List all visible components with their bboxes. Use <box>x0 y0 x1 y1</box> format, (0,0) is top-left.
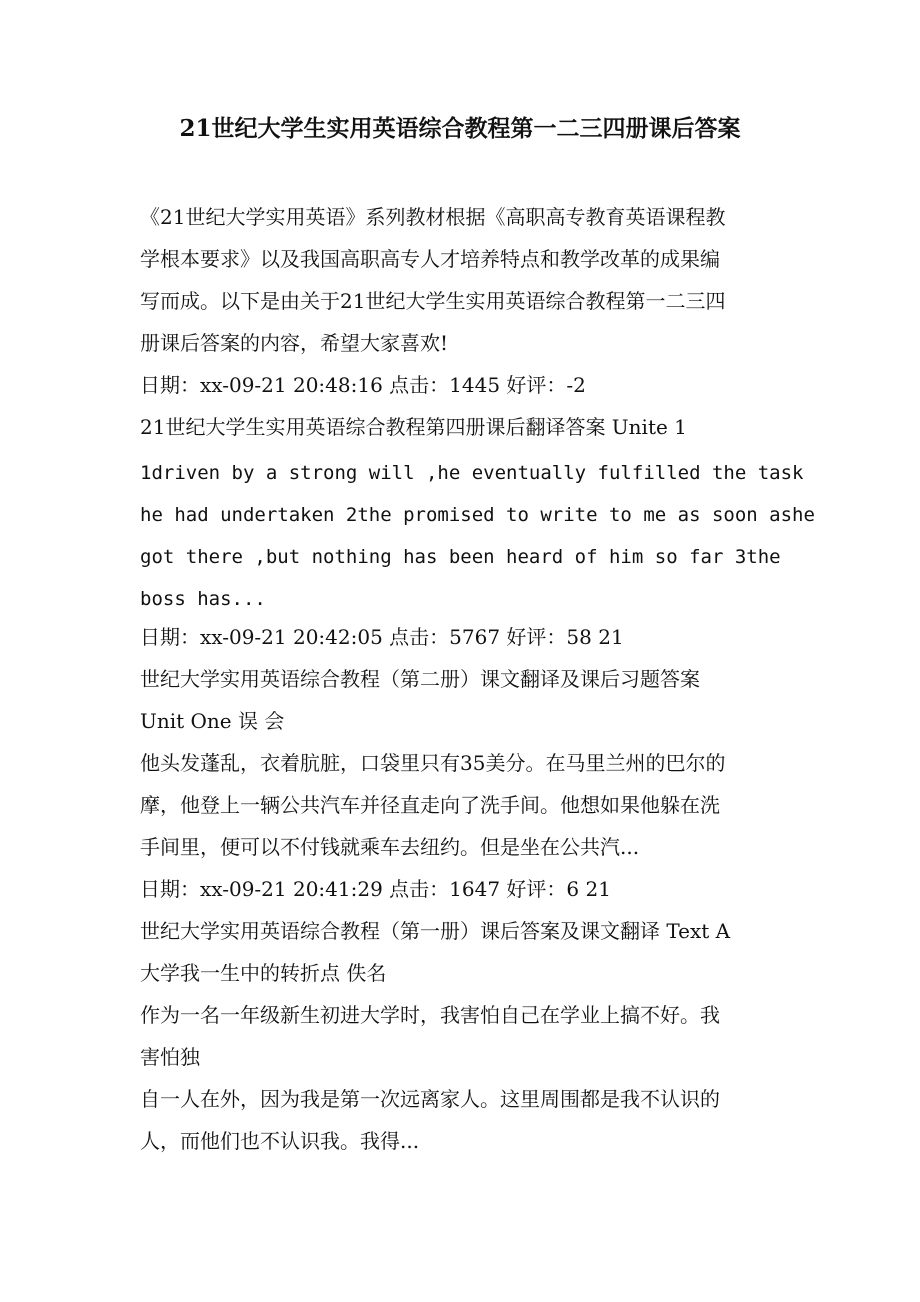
entry-excerpt-line: 手间里，便可以不付钱就乘车去纽约。但是坐在公共汽... <box>140 835 640 859</box>
entry-excerpt-line: 自一人在外，因为我是第一次远离家人。这里周围都是我不认识的 <box>140 1087 720 1111</box>
entry-meta: 日期：xx-09-21 20:41:29 点击：1647 好评：6 21 <box>140 877 611 901</box>
intro-line: 册课后答案的内容，希望大家喜欢! <box>140 331 449 355</box>
entry-excerpt-line: 1driven by a strong will ,he eventually fulfilled the task <box>140 462 804 484</box>
intro-line: 学根本要求》以及我国高职高专人才培养特点和教学改革的成果编 <box>140 247 720 271</box>
entry-title-link[interactable]: 世纪大学实用英语综合教程（第二册）课文翻译及课后习题答案 <box>140 667 700 691</box>
intro-line: 写而成。以下是由关于21世纪大学生实用英语综合教程第一二三四 <box>140 289 726 313</box>
entry-title-link[interactable]: 21世纪大学生实用英语综合教程第四册课后翻译答案 Unite 1 <box>140 415 687 439</box>
entry-excerpt-line: 作为一名一年级新生初进大学时，我害怕自己在学业上搞不好。我 <box>140 1003 720 1027</box>
entry-excerpt-line: 他头发蓬乱，衣着肮脏，口袋里只有35美分。在马里兰州的巴尔的 <box>140 751 726 775</box>
entry-excerpt-line: he had undertaken 2the promised to write to me as soon ashe <box>140 504 815 526</box>
entry-subtitle: 大学我一生中的转折点 佚名 <box>140 961 387 985</box>
entry-excerpt-line: got there ,but nothing has been heard of him so far 3the <box>140 546 781 568</box>
entry-excerpt-line: 摩，他登上一辆公共汽车并径直走向了洗手间。他想如果他躲在洗 <box>140 793 720 817</box>
entry-meta: 日期：xx-09-21 20:42:05 点击：5767 好评：58 21 <box>140 625 624 649</box>
entry-excerpt-line: boss has... <box>140 588 266 610</box>
entry-excerpt-line: 人，而他们也不认识我。我得... <box>140 1129 420 1153</box>
entry-meta: 日期：xx-09-21 20:48:16 点击：1445 好评：-2 <box>140 373 586 397</box>
entry-title-link[interactable]: 世纪大学实用英语综合教程（第一册）课后答案及课文翻译 Text A <box>140 919 731 943</box>
entry-excerpt-line: 害怕独 <box>140 1045 200 1069</box>
intro-line: 《21世纪大学实用英语》系列教材根据《高职高专教育英语课程教 <box>140 205 726 229</box>
entry-subtitle: Unit One 误 会 <box>140 709 285 733</box>
document-title: 21世纪大学生实用英语综合教程第一二三四册课后答案 <box>179 115 741 142</box>
